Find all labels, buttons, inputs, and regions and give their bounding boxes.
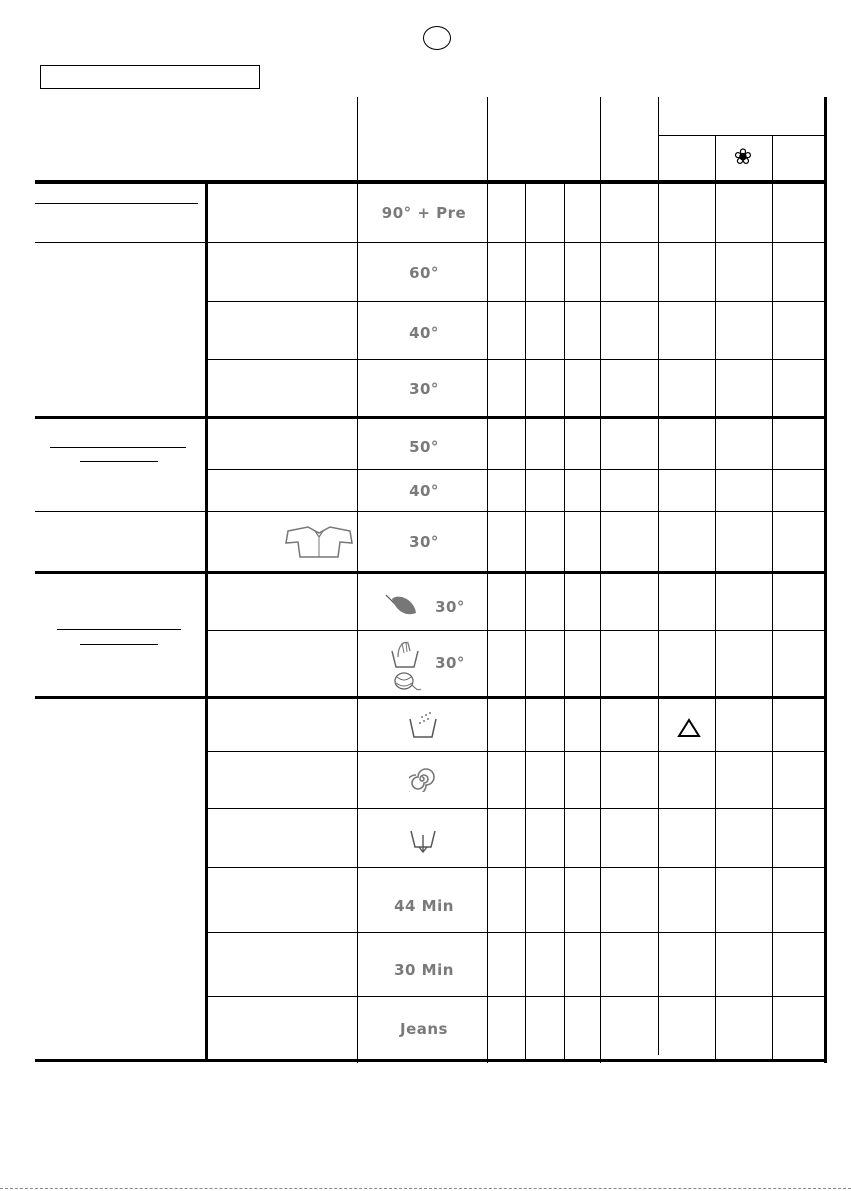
program-label: 90° + Pre (381, 204, 467, 222)
program-label: 44 Min (394, 897, 454, 915)
program-label: 40° (409, 482, 439, 500)
section-underline (80, 461, 158, 462)
drain-icon (409, 827, 437, 855)
warning-triangle-icon (677, 718, 701, 738)
section-underline (35, 203, 198, 204)
handwash-wool-icon (388, 637, 422, 695)
spin-icon (409, 766, 435, 792)
program-label: 30° (435, 598, 465, 616)
section-underline (50, 447, 186, 448)
section-underline (57, 629, 181, 630)
program-label: 30 Min (394, 961, 454, 979)
program-label: 40° (409, 324, 439, 342)
rinse-icon (408, 711, 438, 739)
page-cut-line (0, 1188, 851, 1189)
flower-symbol-icon: ❀ (733, 145, 753, 170)
shirt-icon (284, 525, 354, 559)
feather-icon (384, 591, 420, 623)
program-label: 60° (409, 264, 439, 282)
program-label: 50° (409, 438, 439, 456)
country-marker-circle (423, 26, 451, 50)
program-label: 30° (409, 380, 439, 398)
header-title-box (40, 65, 260, 89)
section-underline (80, 644, 158, 645)
program-label: 30° (409, 533, 439, 551)
program-label: Jeans (400, 1020, 448, 1038)
program-label: 30° (435, 654, 465, 672)
